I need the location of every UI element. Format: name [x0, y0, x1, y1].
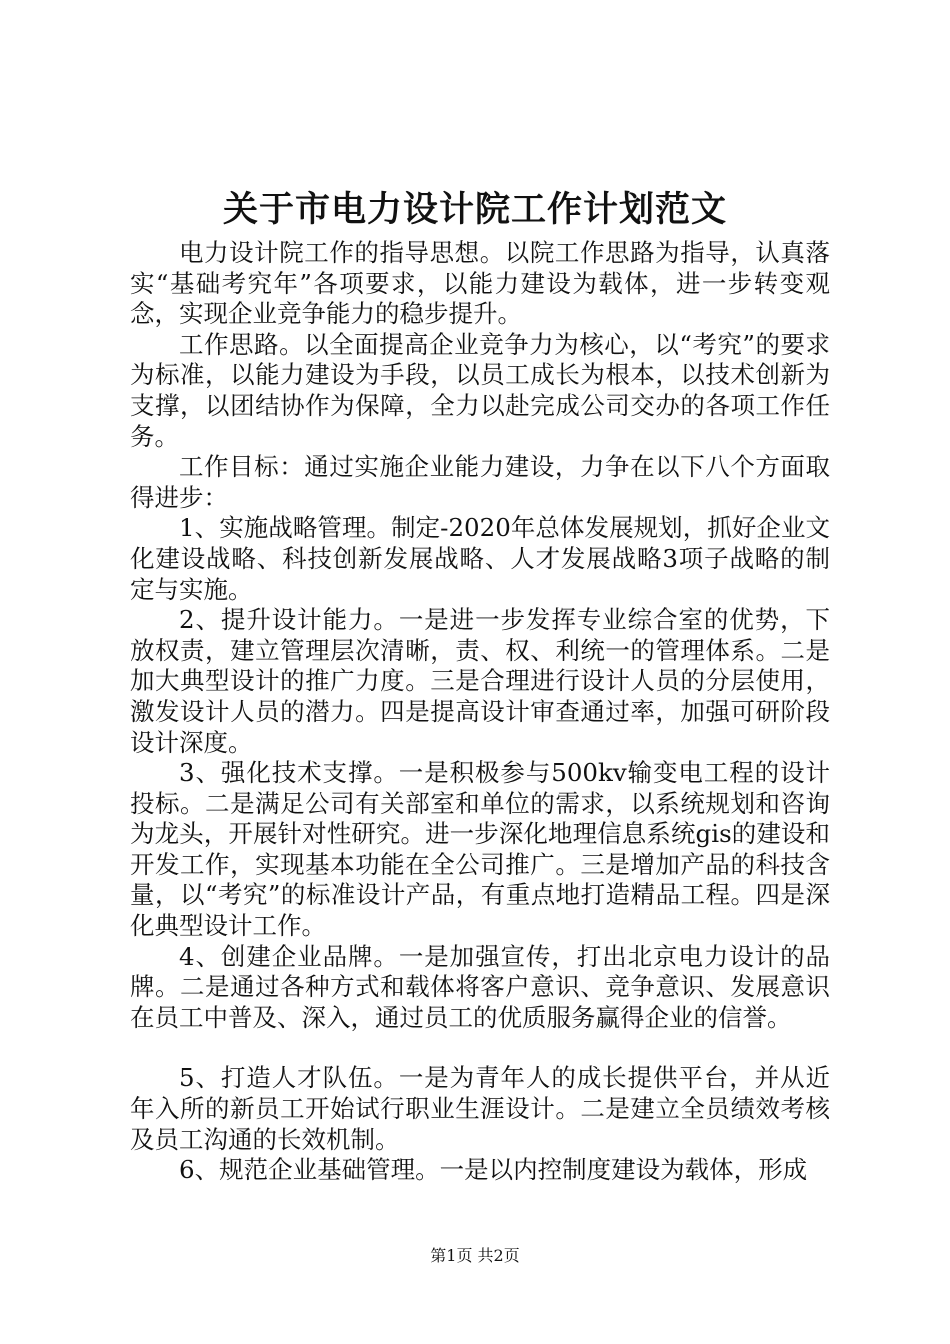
- paragraph-item-5: 5、打造人才队伍。一是为青年人的成长提供平台，并从近年入所的新员工开始试行职业生涯设计。二是建立全员绩效考核及员工沟通的长效机制。: [130, 1063, 830, 1154]
- document-title: 关于市电力设计院工作计划范文: [222, 189, 727, 230]
- paragraph-item-3: 3、强化技术支撑。一是积极参与500kv输变电工程的设计投标。二是满足公司有关部室和单位的需求，以系统规划和咨询为龙头，开展针对性研究。进一步深化地理信息系统gis的建设和开发工作，实现基本功能在全公司推广。三是增加产品的科技含量，以“考究”的标准设计产品，有重点地打造精品工程。四是深化典型设计工作。: [130, 758, 830, 941]
- document-body: [130, 238, 830, 1186]
- paragraph-item-6: 6、规范企业基础管理。一是以内控制度建设为载体，形成: [179, 1155, 808, 1185]
- paragraph-work-approach: 工作思路。以全面提高企业竞争力为核心，以“考究”的要求为标准，以能力建设为手段，以员工成长为根本，以技术创新为支撑，以团结协作为保障，全力以赴完成公司交办的各项工作任务。: [130, 329, 830, 451]
- paragraph-item-1: 1、实施战略管理。制定-2020年总体发展规划，抓好企业文化建设战略、科技创新发展战略、人才发展战略3项子战略的制定与实施。: [130, 513, 830, 604]
- paragraph-item-4: 4、创建企业品牌。一是加强宣传，打出北京电力设计的品牌。二是通过各种方式和载体将客户意识、竞争意识、发展意识在员工中普及、深入，通过员工的优质服务赢得企业的信誉。: [130, 941, 830, 1032]
- paragraph-work-goals: 工作目标：通过实施企业能力建设，力争在以下八个方面取得进步：: [130, 452, 830, 512]
- paragraph-guiding-thought: 电力设计院工作的指导思想。以院工作思路为指导，认真落实“基础考究年”各项要求，以能力建设为载体，进一步转变观念，实现企业竞争能力的稳步提升。: [130, 238, 830, 329]
- page-number-footer: 第1页 共2页: [430, 1246, 520, 1265]
- paragraph-item-2: 2、提升设计能力。一是进一步发挥专业综合室的优势，下放权责，建立管理层次清晰，责、权、利统一的管理体系。二是加大典型设计的推广力度。三是合理进行设计人员的分层使用，激发设计人员的潜力。四是提高设计审查通过率，加强可研阶段设计深度。: [130, 605, 830, 757]
